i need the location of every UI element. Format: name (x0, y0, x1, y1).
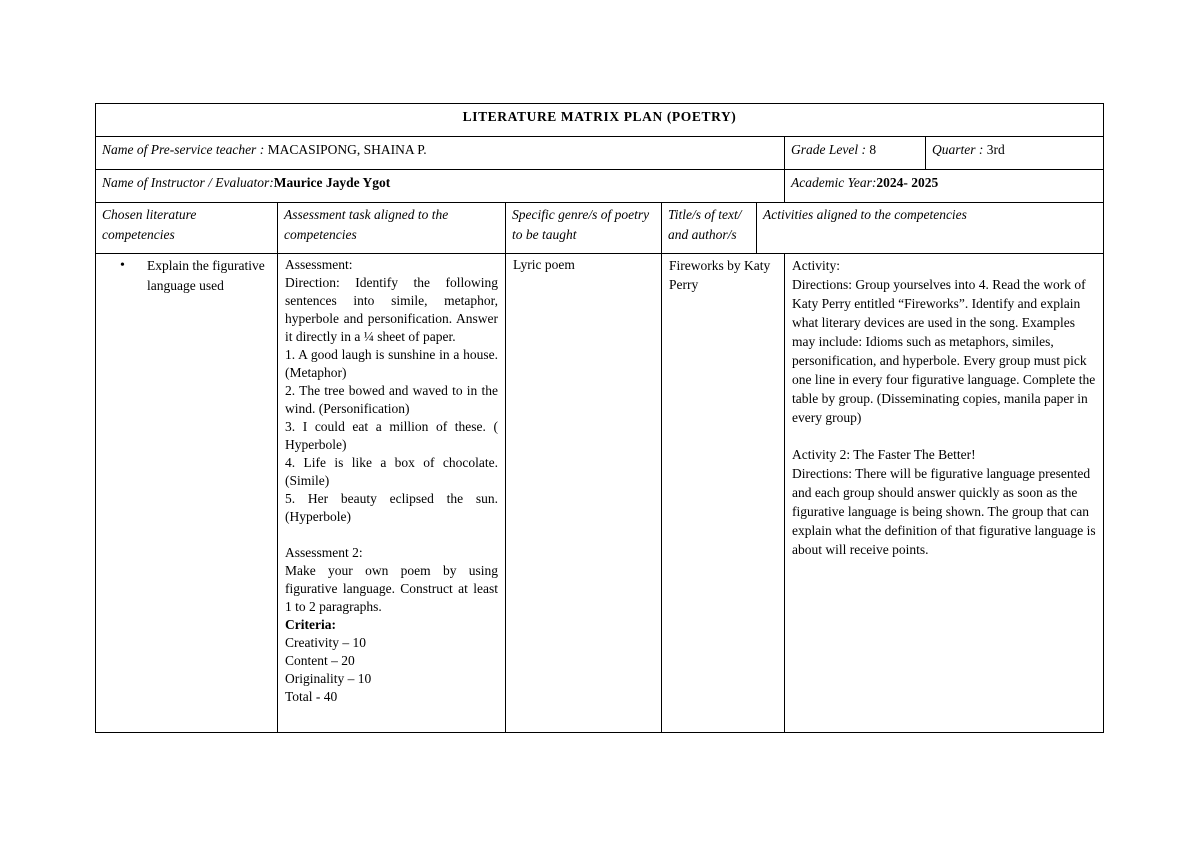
assessment-item: 1. A good laugh is sunshine in a house. (Metaphor) (285, 347, 498, 380)
grade-cell (785, 137, 926, 170)
academic-year-label: Academic Year: (791, 175, 877, 190)
instructor-cell (96, 170, 785, 203)
assessment-2-direction: Make your own poem by using figurative language. Construct at least 1 to 2 paragraphs. (285, 563, 498, 614)
grade-value: 8 (869, 142, 877, 157)
teacher-cell (96, 137, 785, 170)
criteria-item: Originality – 10 (285, 671, 372, 686)
criteria-item: Content – 20 (285, 653, 355, 668)
activity-1-heading: Activity: (792, 258, 840, 273)
quarter-value: 3rd (986, 142, 1005, 157)
teacher-value: MACASIPONG, SHAINA P. (267, 142, 427, 157)
header-activities: Activities aligned to the competencies (757, 203, 1104, 254)
matrix-title: LITERATURE MATRIX PLAN (POETRY) (96, 104, 1104, 137)
activity-1-body: Directions: Group yourselves into 4. Read the work of Katy Perry entitled “Fireworks”. Identify and explain what literary devices are used in the song. Examples may include: Idioms such as metaphors, similes, personification, and hyperbole. Every group must pick one line in every four figurative language. Complete the table by group. (Disseminating copies, manila paper in every group) (792, 277, 1096, 425)
competencies-cell (96, 254, 278, 733)
assessment-direction: Direction: Identify the following sentences into simile, metaphor, hyperbole and personification. Answer it directly in a ¼ sheet of paper. (285, 275, 498, 344)
quarter-cell (926, 137, 1104, 170)
genre-cell (506, 254, 662, 733)
instructor-label: Name of Instructor / Evaluator: (102, 175, 274, 190)
assessment-cell (278, 254, 506, 733)
literature-matrix-table (95, 103, 1104, 733)
text-title: Fireworks by Katy Perry (669, 258, 771, 292)
activity-2-heading: Activity 2: The Faster The Better! (792, 447, 976, 462)
assessment-2-heading: Assessment 2: (285, 545, 363, 560)
criteria-item: Total - 40 (285, 689, 338, 704)
teacher-label: Name of Pre-service teacher : (102, 142, 265, 157)
assessment-item: 3. I could eat a million of these. ( Hyperbole) (285, 419, 498, 452)
grade-label: Grade Level : (791, 142, 866, 157)
criteria-label: Criteria: (285, 617, 336, 632)
quarter-label: Quarter : (932, 142, 984, 157)
assessment-item: 2. The tree bowed and waved to in the wind. (Personification) (285, 383, 498, 416)
header-genre: Specific genre/s of poetry to be taught (506, 203, 662, 254)
header-titles: Title/s of text/ and author/s (662, 203, 757, 254)
academic-year-cell (785, 170, 1104, 203)
genre-text: Lyric poem (513, 257, 575, 272)
criteria-item: Creativity – 10 (285, 635, 366, 650)
header-competencies: Chosen literature competencies (96, 203, 278, 254)
header-assessment: Assessment task aligned to the competencies (278, 203, 506, 254)
text-title-cell (662, 254, 785, 733)
assessment-item: 4. Life is like a box of chocolate. (Simile) (285, 455, 498, 488)
instructor-value: Maurice Jayde Ygot (273, 175, 391, 190)
assessment-heading: Assessment: (285, 257, 353, 272)
activities-cell (785, 254, 1104, 733)
competency-item: • Explain the figurative language used (96, 256, 277, 295)
assessment-item: 5. Her beauty eclipsed the sun. (Hyperbole) (285, 491, 498, 524)
academic-year-value: 2024- 2025 (876, 175, 939, 190)
activity-2-body: Directions: There will be figurative language presented and each group should answer quickly as soon as the figurative language is being shown. The group that can explain what the definition of that figurative language is about will receive points. (792, 466, 1096, 557)
